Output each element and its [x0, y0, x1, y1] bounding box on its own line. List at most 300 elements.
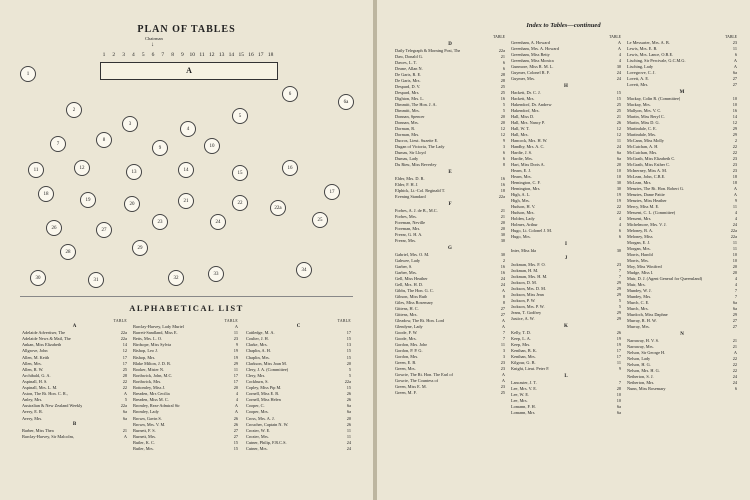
entry-name: Clarke, Mrs.	[246, 342, 268, 348]
entry-name: Gunmore, Miss R. M. L.	[511, 64, 554, 69]
entry-name: Hemington, C. F.	[511, 180, 541, 185]
entry-table: 15	[233, 439, 238, 445]
entry-name: Allen, R. W.	[22, 366, 44, 372]
entry-name: Dorman, Mrs.	[395, 132, 420, 137]
entry-table: 24	[616, 144, 621, 149]
seat-number: 2	[112, 52, 116, 58]
entry-name: Knight, Lieut. Peter F.	[511, 366, 550, 371]
entry-name: Avery, Mrs.	[22, 415, 43, 421]
entry-name: Adelaide News & Mail, The	[22, 336, 71, 342]
list-item	[395, 238, 505, 244]
entry-name: Clery, J. A. (Committee)	[246, 366, 289, 372]
entry-table: 16	[500, 96, 505, 101]
entry-name: Booker, Mister N.	[133, 366, 165, 372]
entry-table: A	[123, 391, 127, 397]
table-6: 6	[282, 86, 298, 102]
entry-name: Brown, Mrs. V. M.	[133, 421, 166, 427]
entry-name: Hackett, Dr. C. J.	[511, 90, 541, 95]
entry-table: 17	[122, 354, 127, 360]
entry-name: Murray, Mrs.	[627, 324, 650, 329]
table-29: 29	[132, 240, 148, 256]
entry-name: Hart, Miss Doris A.	[511, 162, 545, 167]
entry-table: 2	[502, 258, 505, 263]
list-item	[511, 248, 621, 254]
entry-name: Kelly, T. D.	[511, 330, 531, 335]
entry-name: Lee, Mrs. V. E.	[511, 386, 537, 391]
entry-table: 19	[616, 342, 621, 347]
entry-table: 6a	[122, 415, 127, 421]
entry-table: A	[234, 403, 238, 409]
entry-name: Holden, Lady	[511, 216, 535, 221]
letter-heading: N	[680, 332, 684, 337]
entry-table: 26	[346, 397, 351, 403]
entry-table: 10	[616, 398, 621, 403]
entry-table: 22a	[344, 378, 351, 384]
entry-name: Gabriel, Mrs. O. M.	[395, 252, 430, 257]
letter-heading: B	[72, 421, 77, 427]
entry-table: 22a	[120, 403, 127, 409]
entry-table: 22a	[730, 234, 737, 239]
entry-table: 29	[616, 292, 621, 297]
table-30: 30	[30, 270, 46, 286]
entry-table: 6a	[732, 306, 737, 311]
seat-number: 10	[189, 52, 195, 58]
entry-table: 11	[233, 366, 238, 372]
entry-table: A	[501, 288, 505, 293]
entry-table: 6a	[346, 403, 351, 409]
entry-name: Lee, Mrs.	[511, 398, 528, 403]
entry-name: Cooper, Mrs.	[246, 409, 269, 415]
table-28: 28	[60, 244, 76, 260]
entry-name: Forbes, A. J. de B., M.C.	[395, 208, 438, 213]
entry-table: 4	[618, 216, 621, 221]
entry-name: McCutchan, Mrs.	[627, 150, 658, 155]
entry-name: Ankan, Miss Elizabeth	[22, 342, 62, 348]
entry-name: Cutner, Mrs.	[246, 445, 268, 451]
entry-name: Murdoch, Miss Daphne	[627, 312, 668, 317]
entry-name: Du Rieu, Miss Beverley	[395, 162, 437, 167]
entry-table: 6	[734, 386, 737, 391]
entry-table: 24	[732, 380, 737, 385]
index-column-1	[395, 34, 505, 396]
entry-table: 24	[500, 276, 505, 281]
entry-name: Daw, Donald G.	[395, 54, 423, 59]
entry-table: 22	[122, 385, 127, 391]
index-column-3	[627, 34, 737, 392]
list-item	[22, 434, 127, 440]
entry-table: 6a	[616, 156, 621, 161]
entry-table: 6a	[732, 70, 737, 75]
entry-table: 20	[233, 385, 238, 391]
list-column-a	[22, 318, 127, 440]
entry-table: 16	[500, 176, 505, 181]
entry-name: Menzies, Dame Pattie	[627, 192, 665, 197]
entry-name: Menzies, The Rt. Hon. Robert G.	[627, 186, 685, 191]
entry-name: Elphick, Lt.-Col. Reginald T.	[395, 188, 446, 193]
seat-number: 9	[181, 52, 184, 58]
entry-name: Hall, Mrs. Nancy P.	[511, 120, 545, 125]
entry-table: 15	[616, 96, 621, 101]
table-header: TABLE	[337, 319, 351, 323]
entry-table: 4	[618, 222, 621, 227]
entry-name: McLean, John, C.B.E.	[627, 174, 666, 179]
entry-table: 7	[734, 288, 737, 293]
entry-table: 9	[235, 342, 238, 348]
table-13: 13	[126, 164, 142, 180]
entry-table: 23	[732, 168, 737, 173]
entry-table: 23	[732, 156, 737, 161]
index-column-2	[511, 34, 621, 416]
entry-name: Bishop, Leo J.	[133, 348, 158, 354]
letter-heading: G	[448, 246, 452, 251]
entry-name: Brown, Gavin S.	[133, 415, 162, 421]
entry-name: Freear, G. H. A.	[395, 232, 423, 237]
entry-name: Green, Mrs.	[395, 366, 416, 371]
letter-heading: K	[564, 324, 568, 329]
entry-name: McInerney, Miss A. M.	[627, 168, 668, 173]
entry-name: Birdsope, Miss Sylvia	[133, 342, 172, 348]
entry-table: 24	[346, 445, 351, 451]
entry-name: Barclay-Harvey, Sir Malcolm,	[22, 433, 74, 439]
entry-table: A	[733, 186, 737, 191]
entry-name: Muir, D. J. (Agent General for Queensland)	[627, 276, 703, 281]
entry-table: 3	[502, 354, 505, 359]
seat-number: 8	[171, 52, 174, 58]
entry-table: 24	[616, 76, 621, 81]
entry-table: 8	[502, 300, 505, 305]
entry-table: 7	[502, 330, 505, 335]
seat-number: 13	[218, 52, 225, 58]
entry-table: 20	[500, 220, 505, 225]
table-8: 8	[96, 132, 112, 148]
entry-table: 4	[235, 397, 238, 403]
entry-name: Cooper, C.	[246, 403, 265, 409]
entry-table: 11	[233, 330, 238, 336]
entry-table: 11	[500, 342, 505, 347]
list-item	[395, 194, 505, 200]
entry-name: Allen, Mrs.	[22, 360, 42, 366]
entry-table: 30	[616, 64, 621, 69]
entry-table: 13	[346, 342, 351, 348]
entry-table: 18	[732, 174, 737, 179]
entry-table: 6	[502, 66, 505, 71]
entry-table: 28	[122, 372, 127, 378]
entry-table: 30	[616, 186, 621, 191]
entry-table: 6	[734, 52, 737, 57]
entry-name: Barclay-Harvey, Lady Muriel	[133, 324, 184, 330]
entry-table: 26	[346, 421, 351, 427]
entry-table: 27	[732, 76, 737, 81]
entry-table: 11	[616, 360, 621, 365]
entry-name: Gibbs, The Hon. G. C.	[395, 288, 434, 293]
entry-name: Bottomley, Miss J.	[133, 385, 166, 391]
entry-name: Murray, R. H. W.	[627, 318, 657, 323]
seat-number: 17	[258, 52, 264, 58]
entry-table: 25	[500, 90, 505, 95]
table-15: 15	[232, 165, 248, 181]
entry-name: Guymer, Colonel R. F.	[511, 70, 550, 75]
entry-name: Morgan, Mrs.	[627, 246, 651, 251]
table-20: 20	[124, 196, 140, 212]
table-11: 11	[28, 162, 44, 178]
table-34: 34	[296, 262, 312, 278]
table-header: TABLE	[113, 319, 127, 323]
entry-table: 10	[732, 102, 737, 107]
entry-table: 20	[500, 114, 505, 119]
entry-table: 4	[235, 391, 238, 397]
entry-table: 29	[732, 126, 737, 131]
entry-table: 6	[502, 60, 505, 65]
entry-name: Justice, A. W.	[511, 316, 535, 321]
seat-number: 16	[248, 52, 254, 58]
entry-name: Hancock, Mrs. H. W.	[511, 138, 548, 143]
entry-table: 6	[618, 234, 621, 239]
entry-name: Cattledge, M. A.	[246, 330, 275, 336]
entry-name: Goode, Mrs.	[395, 336, 417, 341]
entry-name: Messent, C. L. (Committee)	[627, 210, 676, 215]
table-1: 1	[20, 66, 36, 82]
letter-heading: J	[564, 256, 568, 261]
seat-number: 5	[141, 52, 145, 58]
entry-table: 7	[618, 274, 621, 279]
entry-table: 17	[616, 348, 621, 353]
table-6a: 6a	[338, 94, 354, 110]
entry-name: Menzies, Miss Heather	[627, 198, 667, 203]
entry-name: Cornell, Miss Helen	[246, 397, 281, 403]
entry-name: Bishop, Mrs.	[133, 354, 156, 360]
entry-name: Morris, Harold	[627, 252, 653, 257]
entry-table: 16	[500, 182, 505, 187]
entry-name: Mackay, Colin R. (Committee)	[627, 96, 681, 101]
entry-table: 4	[734, 276, 737, 281]
entry-name: Gahwee, Lady	[395, 258, 421, 263]
entry-table: 23	[732, 40, 737, 45]
entry-table: 15	[346, 354, 351, 360]
entry-table: 22a	[498, 194, 505, 199]
entry-table: A	[234, 324, 238, 330]
table-23: 23	[152, 214, 168, 230]
entry-name: Lovegrove, C. J.	[627, 70, 656, 75]
entry-name: Narraway, H. V. S.	[627, 338, 660, 343]
seat-number: 1	[102, 52, 106, 58]
entry-name: Lomann, Mrs.	[511, 410, 536, 415]
entry-table: 17	[233, 378, 238, 384]
entry-name: Bromley, Rear-Admiral Sir	[133, 403, 180, 409]
entry-name: Butler, Mrs.	[133, 445, 154, 451]
entry-table: A	[733, 192, 737, 197]
letter-heading: F	[448, 202, 452, 207]
entry-table: 27	[732, 324, 737, 329]
entry-table: 28	[500, 78, 505, 83]
entry-table: 11	[346, 433, 351, 439]
entry-table: 26	[233, 421, 238, 427]
entry-name: Greenham, Miss Monica	[511, 58, 554, 63]
entry-table: 22	[616, 210, 621, 215]
entry-table: 6	[502, 150, 505, 155]
entry-name: Gordon, Mrs.	[395, 354, 419, 359]
entry-name: Allen, M. Keith	[22, 354, 50, 360]
list-item	[511, 76, 621, 82]
entry-name: Nelson, Mrs. H. G.	[627, 368, 660, 373]
entry-name: Hugo, Lt. Colonel J. M.	[511, 228, 553, 233]
entry-name: Hardie, Mrs.	[511, 156, 533, 161]
entry-table: 22a	[730, 228, 737, 233]
entry-table: 20	[346, 415, 351, 421]
entry-name: Hackett, Mrs.	[511, 96, 535, 101]
entry-name: Nelson, H. G.	[627, 362, 651, 367]
entry-table: 11	[616, 138, 621, 143]
entry-name: Hall, Miss D.	[511, 114, 535, 119]
entry-table: 6a	[346, 409, 351, 415]
entry-name: Dimmitt, The Hon. J. A.	[395, 102, 437, 107]
entry-name: Deane, Allan N.	[395, 66, 423, 71]
entry-table: 15	[346, 348, 351, 354]
seat-number: 11	[199, 52, 205, 58]
entry-name: Lee, W. E.	[511, 392, 530, 397]
entry-name: Betts, Mrs. L. O.	[133, 336, 163, 342]
entry-name: Michelmore, Mrs. V. J.	[627, 222, 667, 227]
entry-table: 21	[500, 208, 505, 213]
entry-table: 5	[348, 372, 351, 378]
entry-table: 27	[233, 427, 238, 433]
plan-title: PLAN OF TABLES	[137, 24, 236, 35]
entry-name: Gittens, Mrs.	[395, 312, 418, 317]
entry-table: 24	[346, 439, 351, 445]
entry-table: 24	[616, 70, 621, 75]
entry-name: Jackson, Miss Jean	[511, 292, 544, 297]
entry-table: 26	[233, 415, 238, 421]
divider	[20, 296, 353, 297]
entry-table: 30	[616, 248, 621, 253]
entry-name: Cockburn, S.	[246, 378, 269, 384]
list-item	[511, 366, 621, 372]
entry-name: Gell, Miss Heather	[395, 276, 428, 281]
entry-table: 9	[734, 198, 737, 203]
entry-name: Jeans, T. Godfrey	[511, 310, 542, 315]
entry-name: Hugo, Mrs.	[511, 234, 531, 239]
entry-name: Borthwick, John, M.C.	[133, 372, 173, 378]
list-item	[246, 446, 351, 452]
entry-table: A	[733, 350, 737, 355]
entry-table: 10	[616, 174, 621, 179]
seat-number: 15	[238, 52, 244, 58]
table-10: 10	[204, 138, 220, 154]
entry-table: 5	[502, 108, 505, 113]
entry-name: Kilgour, G. B.	[511, 360, 536, 365]
entry-table: 21	[616, 114, 621, 119]
entry-table: 24	[732, 374, 737, 379]
entry-name: Foreman, Neville	[395, 220, 426, 225]
entry-table: 16	[500, 264, 505, 269]
entry-table: 12	[616, 132, 621, 137]
entry-name: Inter, Miss Ida	[511, 248, 537, 253]
entry-name: Dighton, Mrs. L.	[395, 96, 425, 101]
table-32: 32	[168, 270, 184, 286]
table-header: TABLE	[609, 35, 621, 39]
table-9: 9	[152, 140, 168, 156]
entry-table: 18	[732, 180, 737, 185]
entry-table: 18	[500, 188, 505, 193]
entry-table: 26	[616, 120, 621, 125]
entry-table: 5	[618, 304, 621, 309]
entry-table: 21	[500, 54, 505, 59]
entry-name: Muir, Mrs.	[627, 282, 646, 287]
entry-table: A	[123, 433, 127, 439]
entry-table: 21	[732, 344, 737, 349]
entry-name: Gowrie, The Rt. Hon. The Earl of	[395, 372, 453, 377]
table-header: TABLE	[725, 35, 737, 39]
entry-name: Murch, C. E.	[627, 300, 650, 305]
entry-table: 29	[616, 286, 621, 291]
entry-table: 19	[616, 192, 621, 197]
entry-name: McGrath, Miss Elizabeth C.	[627, 156, 676, 161]
list-item	[395, 162, 505, 168]
table-17: 17	[324, 184, 340, 200]
entry-name: High, A. L.	[511, 192, 531, 197]
entry-table: 22	[122, 378, 127, 384]
entry-table: 12	[616, 126, 621, 131]
entry-name: Anley, Mrs.	[22, 397, 43, 403]
entry-name: Greenham, Miss Betty	[511, 52, 550, 57]
entry-table: 27	[732, 318, 737, 323]
entry-table: 22	[732, 368, 737, 373]
entry-table: 30	[500, 252, 505, 257]
entry-name: Lisching, Lady	[627, 64, 654, 69]
entry-name: Elder, F. H. J.	[395, 182, 419, 187]
entry-name: Gell, Mrs. H. D.	[395, 282, 424, 287]
entry-name: Foreman, Mrs.	[395, 226, 421, 231]
entry-table: 7	[734, 294, 737, 299]
entry-table: A	[617, 46, 621, 51]
entry-name: Lovett, A. E.	[627, 76, 650, 81]
table-18: 18	[38, 186, 54, 202]
entry-name: Dumas, Sir Lloyd	[395, 150, 426, 155]
entry-table: A	[617, 40, 621, 45]
entry-table: 5	[348, 366, 351, 372]
entry-table: 29	[616, 316, 621, 321]
entry-table: 29	[616, 280, 621, 285]
entry-table: 23	[732, 162, 737, 167]
entry-name: Meloney, Miss	[627, 234, 653, 239]
entry-name: Nunn, Miss Rosemary	[627, 386, 666, 391]
entry-name: Chaplin, Mrs.	[246, 354, 270, 360]
index-title: Index to Tables—continued	[526, 22, 601, 29]
entry-name: Goode, F. W.	[395, 330, 418, 335]
entry-name: De Garis, Mrs.	[395, 78, 421, 83]
entry-name: McGrath, Miss Esther C.	[627, 162, 671, 167]
seat-number: 6	[151, 52, 155, 58]
entry-name: Jackman, Mrs. H. M.	[511, 274, 548, 279]
entry-table: 25	[122, 366, 127, 372]
entry-name: Gowrie, The Countess of	[395, 378, 439, 383]
entry-name: Jackson, P. W.	[511, 298, 536, 303]
entry-name: Clery, Mrs.	[246, 372, 266, 378]
entry-name: Netherton, Mrs.	[627, 380, 655, 385]
entry-table: 20	[500, 120, 505, 125]
entry-table: 30	[500, 238, 505, 243]
entry-name: McCann, Miss Molly	[627, 138, 664, 143]
entry-table: 25	[500, 84, 505, 89]
entry-name: De Garis, R. E.	[395, 72, 422, 77]
entry-name: Elder, Mrs. D. R.	[395, 176, 425, 181]
entry-name: Green, Miss E. M.	[395, 384, 427, 389]
entry-table: 11	[732, 46, 737, 51]
entry-name: Dugan of Victoria, The Lady	[395, 144, 445, 149]
entry-table: 22	[732, 362, 737, 367]
entry-name: Dimmitt, Mrs.	[395, 108, 420, 113]
entry-table: 21	[122, 427, 127, 433]
entry-table: 6a	[616, 410, 621, 415]
